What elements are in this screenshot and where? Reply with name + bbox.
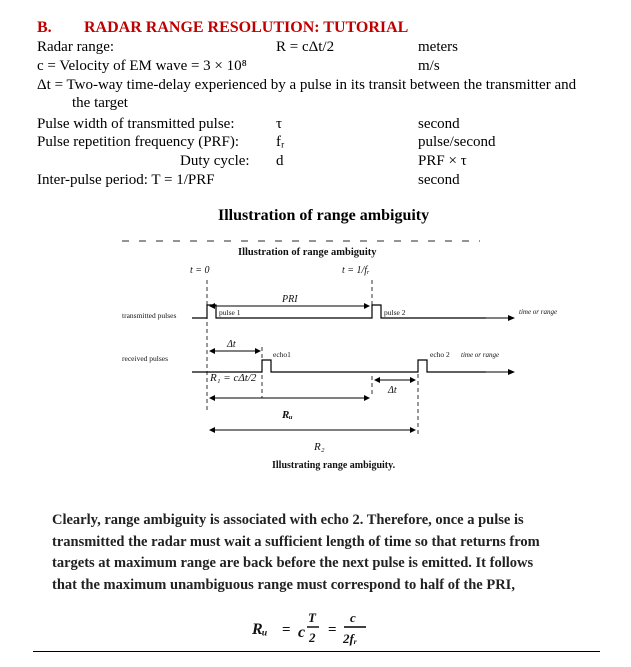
- max-range-equation: [240, 606, 400, 650]
- time-or-range-bottom: time or range: [461, 351, 500, 359]
- inter-pulse-period: Inter-pulse period: T = 1/PRF: [37, 172, 215, 188]
- pulse2-label: pulse 2: [384, 308, 406, 317]
- pulse-width-term: Pulse width of transmitted pulse:: [37, 116, 235, 132]
- paragraph-line: transmitted the radar must wait a sufficient length of time so that returns from: [52, 533, 540, 550]
- eq-c-1: c: [298, 624, 306, 641]
- eq-equals-1: =: [282, 622, 291, 638]
- tx-label: transmitted pulses: [122, 311, 177, 320]
- radar-range-formula: R = cΔt/2: [276, 39, 335, 55]
- eq-2fr-denominator: 2fᵣ: [343, 631, 357, 646]
- echo1-label: echo1: [273, 350, 291, 359]
- delta-t-definition: Δt = Two-way time-delay experienced by a pulse in its transit between the transmitter and: [37, 77, 577, 93]
- pulse-width-unit: second: [418, 116, 460, 132]
- inner-title: Illustration of range ambiguity: [238, 247, 377, 258]
- echo2-label: echo 2: [430, 350, 450, 359]
- inter-pulse-period-unit: second: [418, 172, 460, 188]
- t-zero-label: t = 0: [190, 265, 210, 276]
- delta-t-definition-cont: the target: [72, 95, 128, 111]
- duty-cycle-term: Duty cycle:: [180, 153, 250, 169]
- pri-arrow-right-head: [364, 303, 370, 309]
- prf-symbol: fᵣ: [276, 134, 285, 150]
- velocity-unit: m/s: [418, 58, 440, 74]
- duty-cycle-symbol: d: [276, 153, 284, 169]
- radar-range-term: Radar range:: [37, 39, 115, 55]
- bottom-caption: Illustrating range ambiguity.: [272, 460, 396, 471]
- duty-cycle-unit: PRF × τ: [418, 153, 467, 169]
- radar-range-unit: meters: [418, 39, 458, 55]
- r1-formula: R₁ = cΔt/2: [210, 372, 257, 384]
- t-prf-label: t = 1/fᵣ: [342, 265, 370, 276]
- page-title: RADAR RANGE RESOLUTION: TUTORIAL: [84, 19, 409, 36]
- pri-label: PRI: [282, 294, 298, 305]
- paragraph-line: targets at maximum range are back before the next pulse is emitted. It follows: [52, 555, 534, 571]
- delta-t-top-label: Δt: [227, 339, 236, 350]
- pulse1-label: pulse 1: [219, 308, 241, 317]
- prf-unit: pulse/second: [418, 134, 496, 150]
- eq-lhs: Rᵤ: [252, 621, 268, 638]
- explanation-paragraph: [52, 510, 587, 596]
- tx-time-arrow-head: [508, 315, 515, 321]
- eq-two-denominator: 2: [309, 630, 316, 645]
- eq-equals-2: =: [328, 622, 337, 638]
- section-label: B.: [37, 19, 52, 36]
- figure-caption: Illustration of range ambiguity: [218, 207, 430, 224]
- delta-t-right-label: Δt: [388, 385, 397, 396]
- r2-label: R₂: [314, 441, 325, 453]
- time-or-range-top: time or range: [519, 308, 558, 316]
- eq-c-numerator: c: [350, 610, 356, 625]
- pri-arrow-left-head: [209, 303, 215, 309]
- paragraph-line: that the maximum unambiguous range must correspond to half of the PRI,: [52, 576, 515, 593]
- pulse-width-symbol: τ: [276, 116, 283, 132]
- velocity-definition: c = Velocity of EM wave = 3 × 10⁸: [37, 58, 247, 74]
- prf-term: Pulse repetition frequency (PRF):: [37, 134, 240, 150]
- bottom-divider: [33, 651, 600, 652]
- ru-label: Rᵤ: [282, 409, 293, 421]
- rx-waveform: [192, 360, 486, 372]
- eq-t-numerator: T: [308, 610, 316, 625]
- rx-label: received pulses: [122, 354, 169, 363]
- paragraph-line: Clearly, range ambiguity is associated with echo 2. Therefore, once a pulse is: [52, 512, 524, 528]
